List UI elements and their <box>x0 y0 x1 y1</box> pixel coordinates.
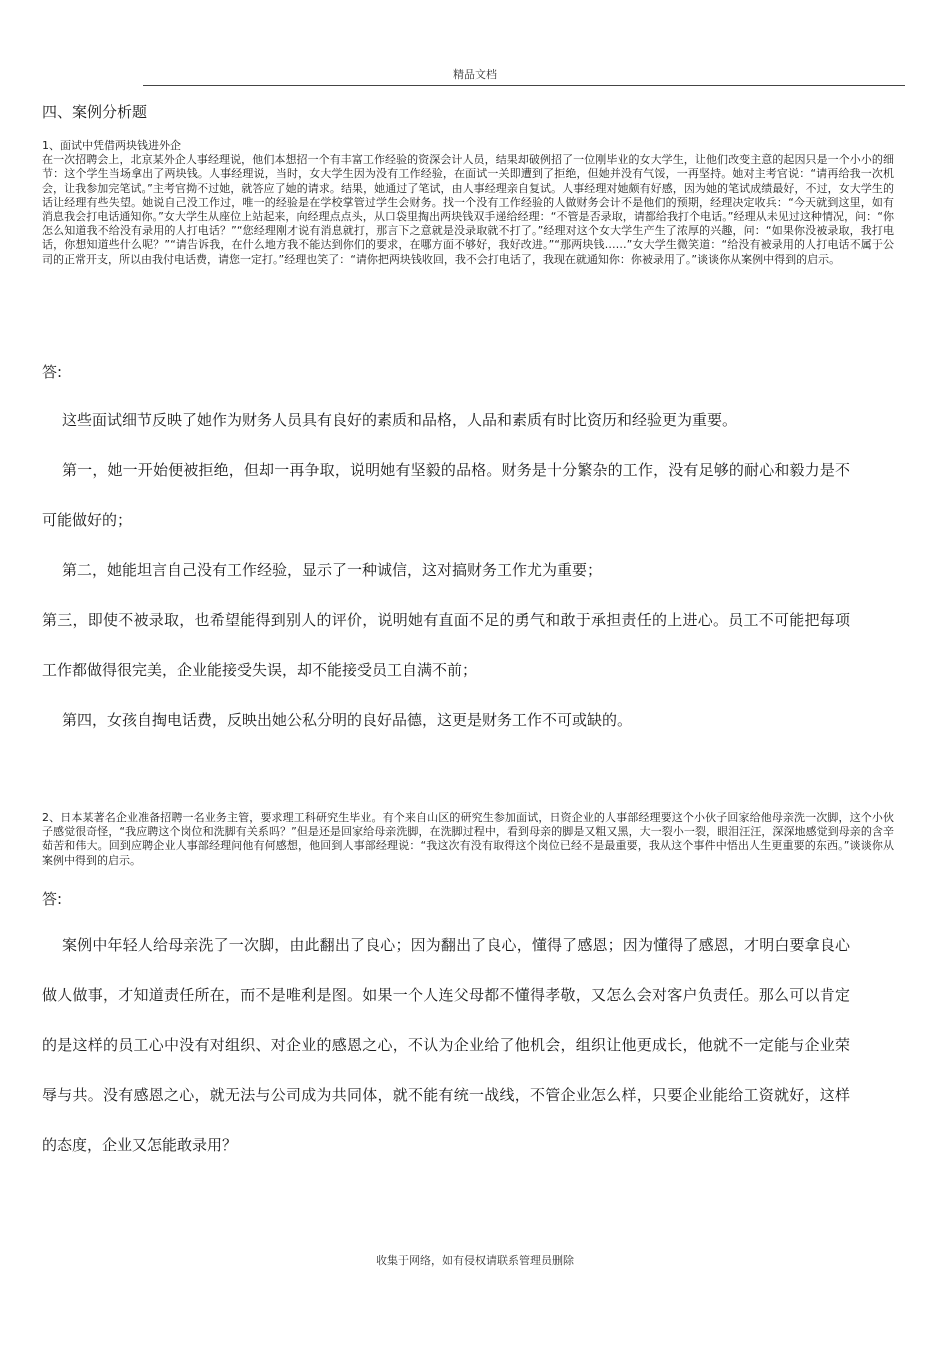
answer-1 <box>42 395 850 745</box>
section-title: 四、案例分析题 <box>42 103 148 121</box>
page-footer: 收集于网络，如有侵权请联系管理员删除 <box>376 1254 574 1267</box>
answer-1-paragraph: 第三，即使不被录取，也希望能得到别人的评价，说明她有直面不足的勇气和敢于承担责任的上进心。员工不可能把每项工作都做得很完美，企业能接受失误，却不能接受员工自满不前； <box>42 611 850 679</box>
answer-2 <box>42 920 850 1170</box>
answer-1-paragraph: 第一，她一开始便被拒绝，但却一再争取，说明她有坚毅的品格。财务是十分繁杂的工作，没有足够的耐心和毅力是不可能做好的； <box>42 461 850 529</box>
case-1-body: 在一次招聘会上，北京某外企人事经理说，他们本想招一个有丰富工作经验的资深会计人员，结果却破例招了一位刚毕业的女大学生，让他们改变主意的起因只是一个小小的细节：这个学生当场拿出了两块钱。人事经理说，当时，女大学生因为没有工作经验，在面试一关即遭到了拒绝，但她并没有气馁，一再坚持。她对主考官说：“请再给我一次机会，让我参加完笔试。”主考官拗不过她，就答应了她的请求。结果，她通过了笔试，由人事经理亲自复试。人事经理对她颇有好感，因为她的笔试成绩最好，不过，女大学生的话让经理有些失望。她说自己没工作过，唯一的经验是在学校掌管过学生会财务。找一个没有工作经验的人做财务会计不是他们的预期，经理决定收兵：“今天就到这里，如有消息我会打电话通知你。”女大学生从座位上站起来，向经理点点头，从口袋里掏出两块钱双手递给经理：“不管是否录取，请都给我打个电话。”经理从未见过这种情况，问：“你怎么知道我不给没有录用的人打电话？”“您经理刚才说有消息就打，那言下之意就是没录取就不打了。”经理对这个女大学生产生了浓厚的兴趣，问：“如果你没被录取，我打电话，你想知道些什么呢？”“请告诉我，在什么地方我不能达到你们的要求，在哪方面不够好，我好改进。”“那两块钱……”女大学生微笑道：“给没有被录用的人打电话不属于公司的正常开支，所以由我付电话费，请您一定打。”经理也笑了：“请你把两块钱收回，我不会打电话了，我现在就通知你：你被录用了。”谈谈你从案例中得到的启示。 <box>42 153 894 266</box>
case-1-title: 1、面试中凭借两块钱进外企 <box>42 139 181 152</box>
answer-1-label: 答: <box>42 363 63 381</box>
case-2-body: 2、日本某著名企业准备招聘一名业务主管，要求理工科研究生毕业。有个来自山区的研究生参加面试，日资企业的人事部经理要这个小伙子回家给他母亲洗一次脚，这个小伙子感觉很奇怪，“我应聘这个岗位和洗脚有关系吗？”但是还是回家给母亲洗脚，在洗脚过程中，看到母亲的脚是又粗又黑，大一裂小一裂，眼泪汪汪，深深地感觉到母亲的含辛茹苦和伟大。回到应聘企业人事部经理问他有何感想，他回到人事部经理说：“我这次有没有取得这个岗位已经不是最重要，我从这个事件中悟出人生更重要的东西。”谈谈你从案例中得到的启示。 <box>42 811 894 867</box>
case-1-text <box>42 139 894 267</box>
case-2-text <box>42 811 894 868</box>
header-divider <box>143 85 905 86</box>
answer-2-label: 答: <box>42 890 63 908</box>
answer-1-paragraph: 第四，女孩自掏电话费，反映出她公私分明的良好品德，这更是财务工作不可或缺的。 <box>62 711 633 729</box>
answer-1-paragraph: 这些面试细节反映了她作为财务人员具有良好的素质和品格，人品和素质有时比资历和经验更为重要。 <box>62 411 738 429</box>
answer-1-paragraph: 第二，她能坦言自己没有工作经验，显示了一种诚信，这对搞财务工作尤为重要； <box>62 561 603 579</box>
answer-2-paragraph: 案例中年轻人给母亲洗了一次脚，由此翻出了良心；因为翻出了良心，懂得了感恩；因为懂得了感恩，才明白要拿良心做人做事，才知道责任所在，而不是唯利是图。如果一个人连父母都不懂得孝敬，又怎么会对客户负责任。那么可以肯定的是这样的员工心中没有对组织、对企业的感恩之心，不认为企业给了他机会，组织让他更成长，他就不一定能与企业荣辱与共。没有感恩之心，就无法与公司成为共同体，就不能有统一战线，不管企业怎么样，只要企业能给工资就好，这样的态度，企业又怎能敢录用？ <box>42 936 850 1154</box>
page-header: 精品文档 <box>453 68 497 81</box>
